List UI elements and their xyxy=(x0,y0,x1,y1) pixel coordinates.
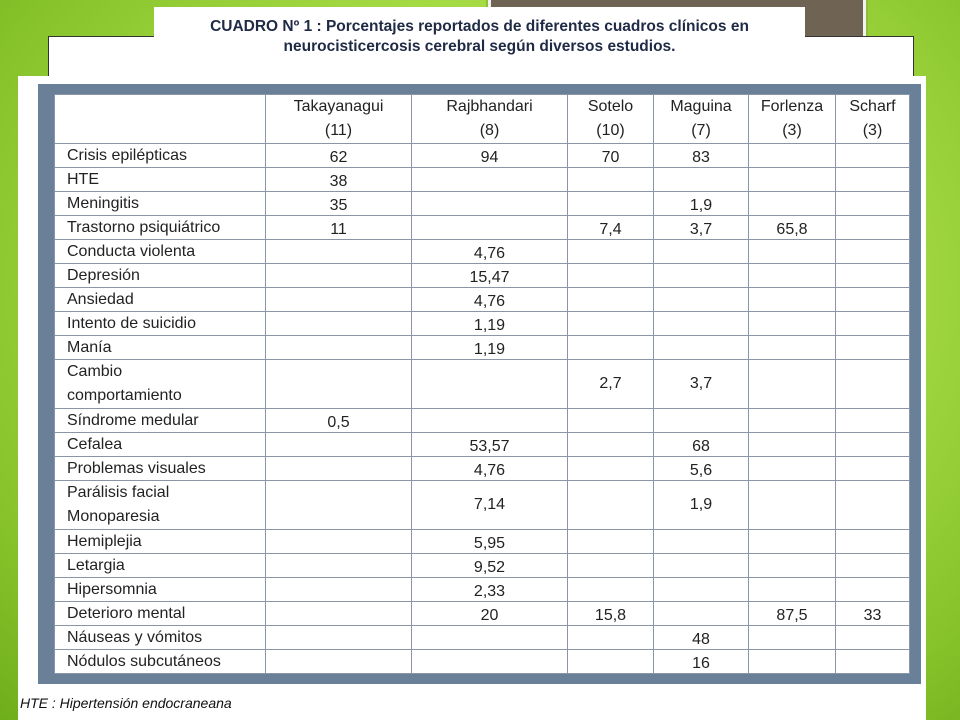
row-label: Deterioro mental xyxy=(55,602,266,626)
row-label-line: Monoparesia xyxy=(67,508,160,525)
table-row xyxy=(55,168,910,192)
value-cell xyxy=(836,336,910,360)
table-row xyxy=(55,626,910,650)
value-cell xyxy=(836,626,910,650)
value-cell xyxy=(266,481,412,530)
value-cell xyxy=(412,626,568,650)
row-label: Cefalea xyxy=(55,433,266,457)
value-cell: 1,19 xyxy=(412,336,568,360)
value-cell: 48 xyxy=(654,626,749,650)
value-cell xyxy=(568,312,654,336)
row-label-line: comportamiento xyxy=(67,387,182,404)
value-cell: 4,76 xyxy=(412,240,568,264)
value-cell: 11 xyxy=(266,216,412,240)
row-label: Trastorno psiquiátrico xyxy=(55,216,266,240)
value-cell xyxy=(654,312,749,336)
value-cell xyxy=(654,578,749,602)
row-label: Meningitis xyxy=(55,192,266,216)
row-label xyxy=(55,360,266,409)
clinical-table xyxy=(54,94,910,674)
value-cell xyxy=(749,626,836,650)
value-cell: 68 xyxy=(654,433,749,457)
value-cell xyxy=(836,578,910,602)
value-cell xyxy=(836,288,910,312)
table-row xyxy=(55,312,910,336)
table-row xyxy=(55,602,910,626)
row-label: Náuseas y vómitos xyxy=(55,626,266,650)
value-cell xyxy=(749,288,836,312)
header-corner xyxy=(55,95,266,144)
value-cell xyxy=(568,626,654,650)
table-row xyxy=(55,216,910,240)
value-cell xyxy=(266,240,412,264)
value-cell xyxy=(654,530,749,554)
column-header: Sotelo (10) xyxy=(568,95,654,144)
value-cell: 53,57 xyxy=(412,433,568,457)
value-cell xyxy=(568,288,654,312)
value-cell xyxy=(654,288,749,312)
row-label: Hipersomnia xyxy=(55,578,266,602)
table-row xyxy=(55,578,910,602)
value-cell xyxy=(412,216,568,240)
row-label: Letargia xyxy=(55,554,266,578)
value-cell xyxy=(412,168,568,192)
value-cell: 33 xyxy=(836,602,910,626)
value-cell xyxy=(749,650,836,674)
value-cell xyxy=(412,192,568,216)
value-cell xyxy=(749,240,836,264)
value-cell xyxy=(568,554,654,578)
value-cell xyxy=(836,409,910,433)
value-cell: 65,8 xyxy=(749,216,836,240)
row-label: Intento de suicidio xyxy=(55,312,266,336)
table-row xyxy=(55,457,910,481)
value-cell: 7,14 xyxy=(412,481,568,530)
value-cell xyxy=(568,457,654,481)
value-cell xyxy=(836,554,910,578)
table-row xyxy=(55,554,910,578)
row-label xyxy=(55,481,266,530)
value-cell xyxy=(568,481,654,530)
value-cell xyxy=(266,360,412,409)
value-cell xyxy=(654,409,749,433)
table-row xyxy=(55,650,910,674)
value-cell xyxy=(749,530,836,554)
table-row xyxy=(55,433,910,457)
value-cell: 1,9 xyxy=(654,192,749,216)
value-cell: 3,7 xyxy=(654,360,749,409)
value-cell xyxy=(266,602,412,626)
value-cell xyxy=(836,457,910,481)
value-cell xyxy=(654,240,749,264)
value-cell: 62 xyxy=(266,144,412,168)
value-cell xyxy=(266,264,412,288)
value-cell xyxy=(749,312,836,336)
value-cell: 3,7 xyxy=(654,216,749,240)
table-row xyxy=(55,288,910,312)
value-cell: 38 xyxy=(266,168,412,192)
row-label: Síndrome medular xyxy=(55,409,266,433)
value-cell xyxy=(749,409,836,433)
slide-content-panel xyxy=(18,76,926,720)
value-cell xyxy=(749,360,836,409)
value-cell xyxy=(266,312,412,336)
value-cell: 20 xyxy=(412,602,568,626)
value-cell: 4,76 xyxy=(412,457,568,481)
value-cell xyxy=(266,554,412,578)
value-cell: 83 xyxy=(654,144,749,168)
value-cell xyxy=(568,264,654,288)
table-row xyxy=(55,336,910,360)
row-label: Manía xyxy=(55,336,266,360)
value-cell xyxy=(836,144,910,168)
column-header: Takayanagui (11) xyxy=(266,95,412,144)
value-cell xyxy=(836,264,910,288)
column-header: Scharf (3) xyxy=(836,95,910,144)
value-cell xyxy=(749,554,836,578)
table-row xyxy=(55,264,910,288)
value-cell xyxy=(836,240,910,264)
value-cell: 87,5 xyxy=(749,602,836,626)
value-cell xyxy=(836,168,910,192)
value-cell xyxy=(654,602,749,626)
header-row xyxy=(55,95,910,144)
value-cell xyxy=(568,240,654,264)
value-cell: 70 xyxy=(568,144,654,168)
value-cell xyxy=(266,650,412,674)
value-cell: 0,5 xyxy=(266,409,412,433)
value-cell xyxy=(266,578,412,602)
value-cell xyxy=(749,457,836,481)
value-cell xyxy=(568,433,654,457)
caption-line-1: CUADRO Nº 1 : Porcentajes reportados de diferentes cuadros clínicos en xyxy=(210,18,749,35)
row-label: Depresión xyxy=(55,264,266,288)
value-cell xyxy=(836,360,910,409)
value-cell xyxy=(749,336,836,360)
value-cell xyxy=(568,409,654,433)
value-cell xyxy=(654,168,749,192)
value-cell xyxy=(412,650,568,674)
value-cell xyxy=(654,264,749,288)
value-cell xyxy=(749,578,836,602)
value-cell xyxy=(568,530,654,554)
value-cell xyxy=(749,168,836,192)
column-header: Maguina (7) xyxy=(654,95,749,144)
value-cell: 15,8 xyxy=(568,602,654,626)
value-cell xyxy=(836,530,910,554)
value-cell xyxy=(836,192,910,216)
value-cell xyxy=(266,626,412,650)
row-label-line: Cambio xyxy=(67,363,123,380)
value-cell xyxy=(836,481,910,530)
value-cell xyxy=(266,433,412,457)
value-cell: 5,95 xyxy=(412,530,568,554)
table-row xyxy=(55,240,910,264)
value-cell xyxy=(266,336,412,360)
value-cell: 7,4 xyxy=(568,216,654,240)
value-cell xyxy=(568,650,654,674)
value-cell: 1,9 xyxy=(654,481,749,530)
value-cell xyxy=(568,192,654,216)
table-row xyxy=(55,360,910,409)
value-cell: 94 xyxy=(412,144,568,168)
value-cell xyxy=(836,433,910,457)
value-cell xyxy=(266,288,412,312)
row-label-line: Parálisis facial xyxy=(67,484,170,501)
value-cell xyxy=(749,264,836,288)
value-cell xyxy=(836,312,910,336)
row-label: Conducta violenta xyxy=(55,240,266,264)
table-row xyxy=(55,144,910,168)
value-cell xyxy=(836,650,910,674)
value-cell: 16 xyxy=(654,650,749,674)
value-cell xyxy=(749,144,836,168)
row-label: Problemas visuales xyxy=(55,457,266,481)
value-cell xyxy=(568,336,654,360)
value-cell xyxy=(749,192,836,216)
value-cell xyxy=(654,554,749,578)
value-cell: 35 xyxy=(266,192,412,216)
value-cell xyxy=(749,433,836,457)
value-cell: 4,76 xyxy=(412,288,568,312)
value-cell: 2,33 xyxy=(412,578,568,602)
column-header: Rajbhandari (8) xyxy=(412,95,568,144)
value-cell xyxy=(412,409,568,433)
table-row xyxy=(55,481,910,530)
value-cell xyxy=(568,168,654,192)
value-cell xyxy=(266,457,412,481)
value-cell xyxy=(266,530,412,554)
row-label: Nódulos subcutáneos xyxy=(55,650,266,674)
table-row xyxy=(55,530,910,554)
row-label: Crisis epilépticas xyxy=(55,144,266,168)
footnote: HTE : Hipertensión endocraneana xyxy=(20,695,232,711)
table-row xyxy=(55,409,910,433)
caption-line-2: neurocisticercosis cerebral según diversos estudios. xyxy=(283,38,676,55)
value-cell: 1,19 xyxy=(412,312,568,336)
value-cell xyxy=(412,360,568,409)
table-frame xyxy=(38,84,921,684)
row-label: HTE xyxy=(55,168,266,192)
value-cell xyxy=(749,481,836,530)
value-cell: 5,6 xyxy=(654,457,749,481)
value-cell: 2,7 xyxy=(568,360,654,409)
table-caption xyxy=(154,7,805,57)
value-cell xyxy=(836,216,910,240)
value-cell xyxy=(654,336,749,360)
table-row xyxy=(55,192,910,216)
column-header: Forlenza (3) xyxy=(749,95,836,144)
value-cell: 9,52 xyxy=(412,554,568,578)
row-label: Hemiplejia xyxy=(55,530,266,554)
row-label: Ansiedad xyxy=(55,288,266,312)
value-cell xyxy=(568,578,654,602)
value-cell: 15,47 xyxy=(412,264,568,288)
